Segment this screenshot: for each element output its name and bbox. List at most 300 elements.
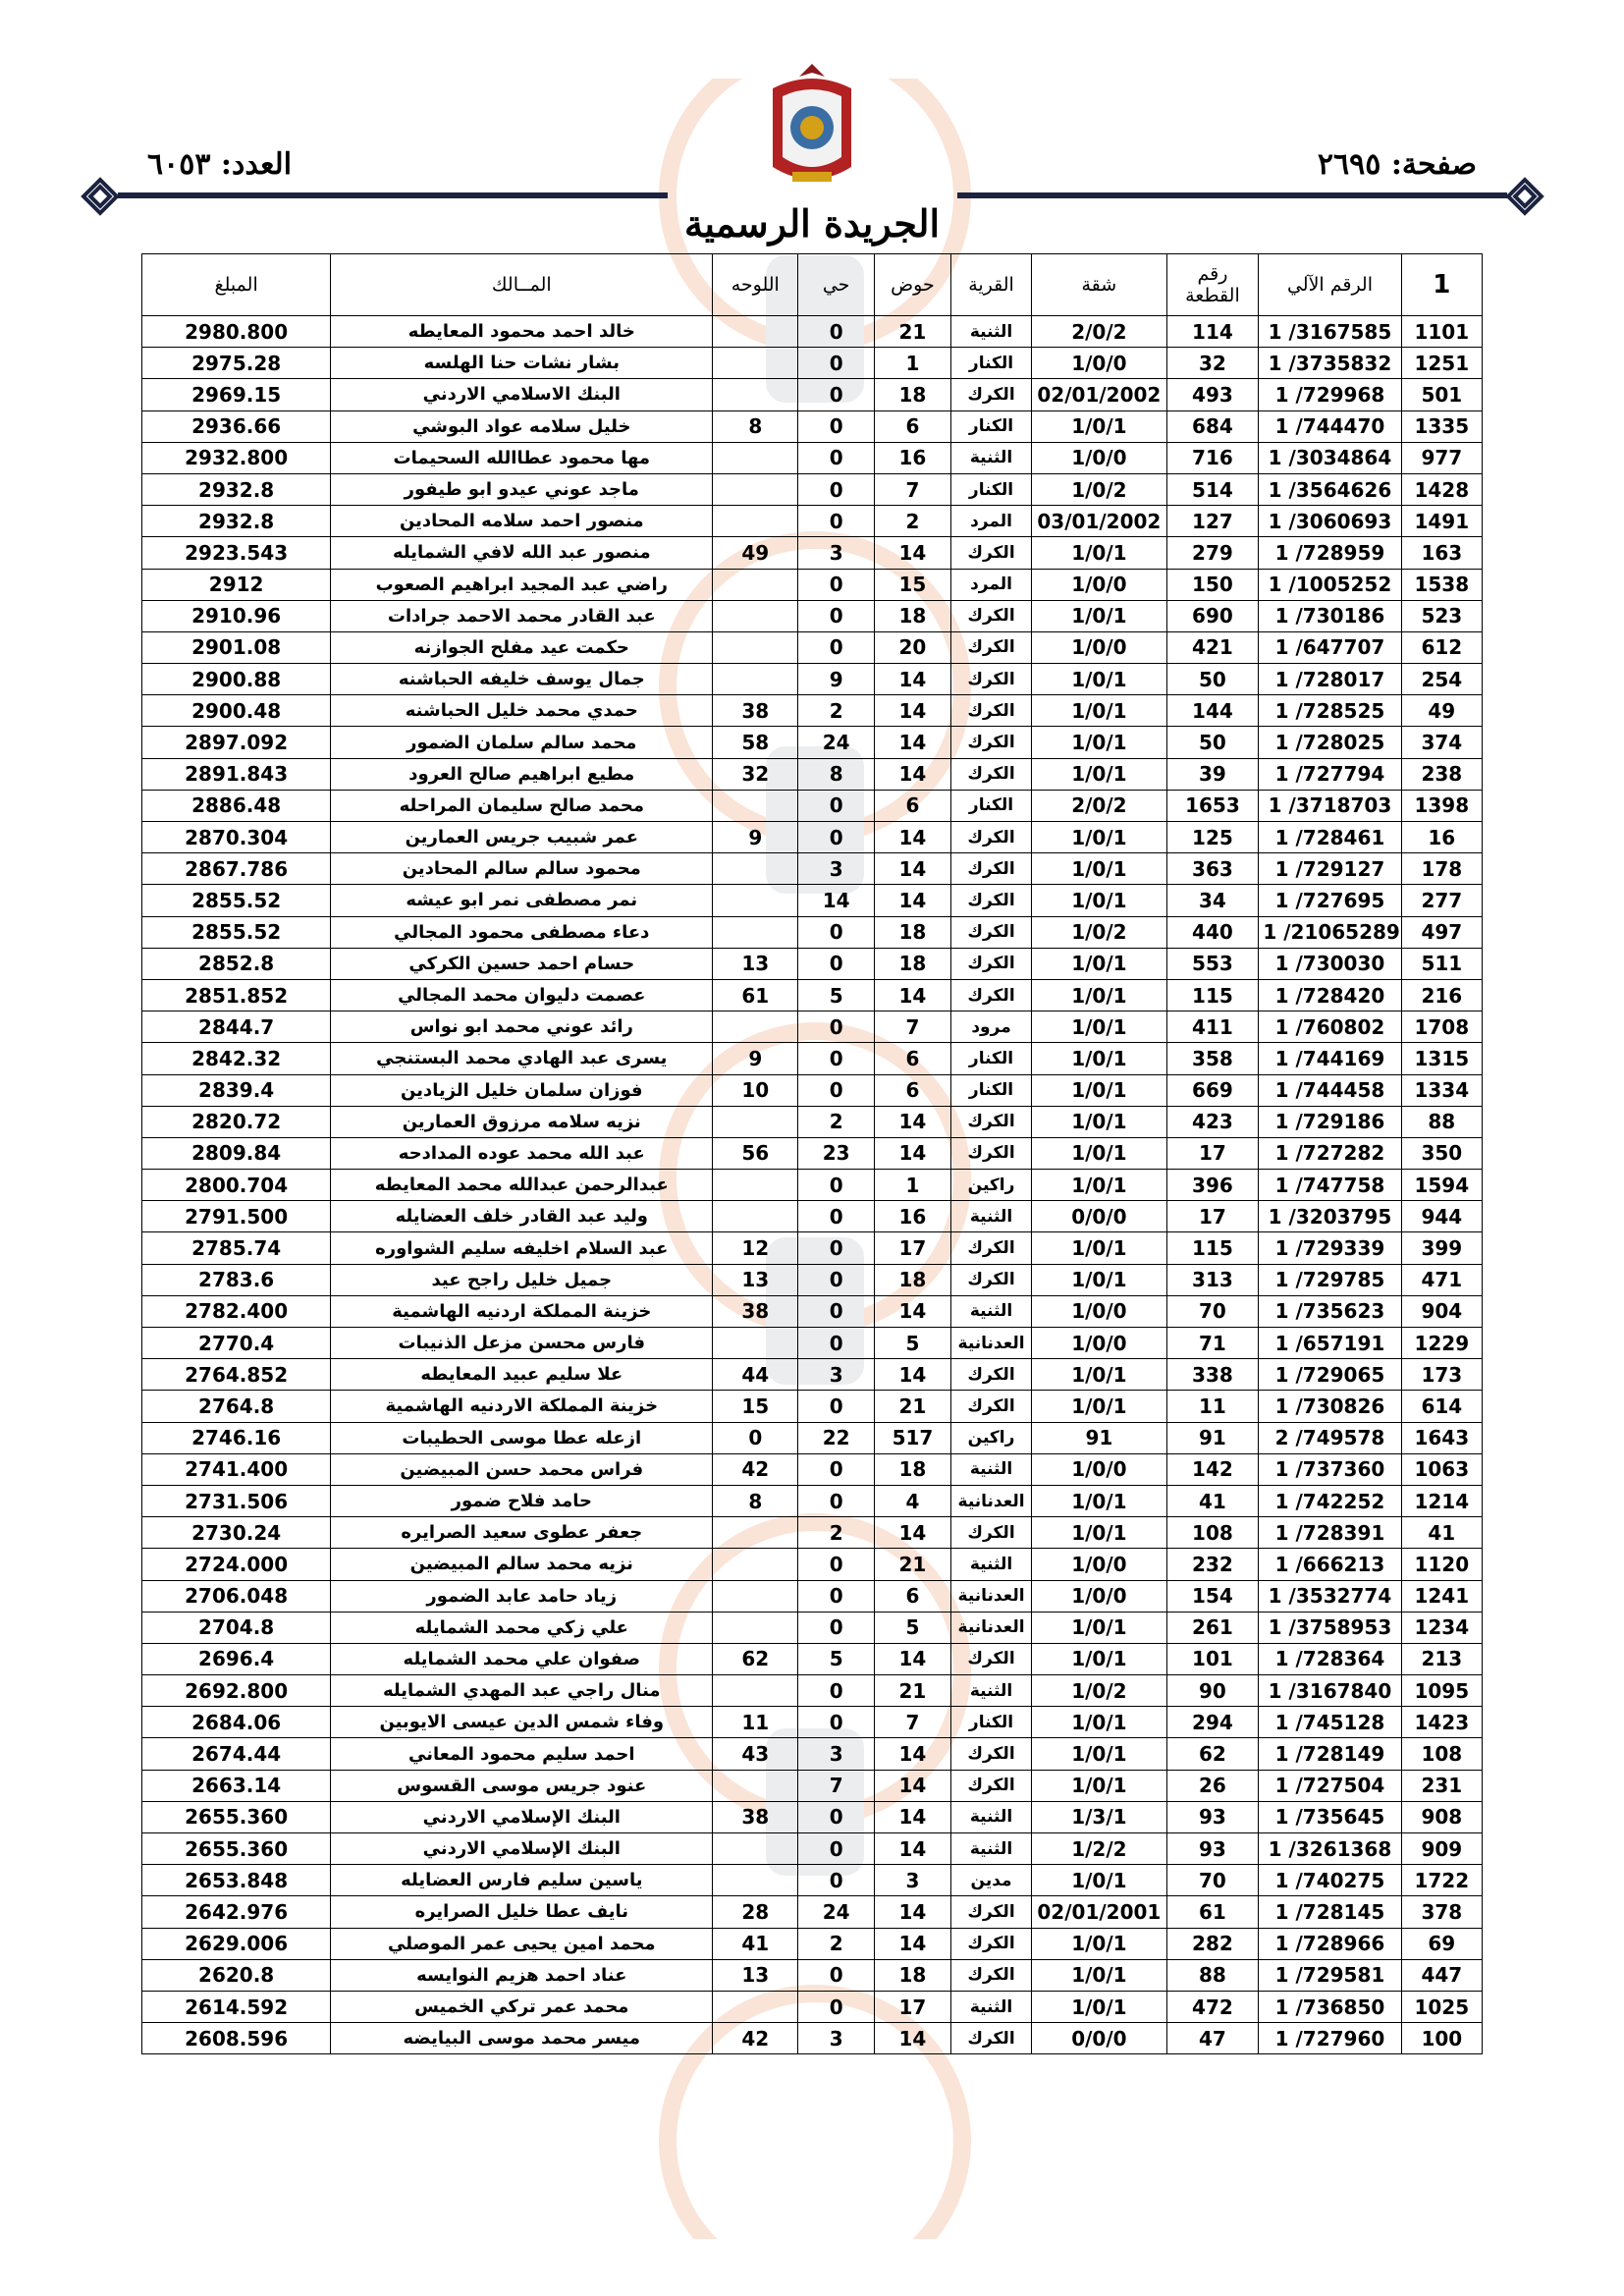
- cell-owner: زياد حامد عابد الضمور: [331, 1580, 713, 1612]
- cell-board: [713, 316, 798, 348]
- cell-district: 0: [798, 473, 875, 505]
- cell-basin: 6: [875, 1580, 951, 1612]
- cell-board: 8: [713, 410, 798, 442]
- table-row: [142, 822, 1483, 853]
- cell-owner: جميل خليل راجح عيد: [331, 1264, 713, 1295]
- table-row: [142, 348, 1483, 379]
- cell-basin: 6: [875, 410, 951, 442]
- cell-village: الكرك: [950, 979, 1031, 1011]
- cell-amount: 2980.800: [142, 316, 331, 348]
- cell-index: 399: [1401, 1232, 1482, 1264]
- cell-district: 0: [798, 1074, 875, 1106]
- cell-plot-number: 34: [1166, 885, 1259, 916]
- cell-board: 11: [713, 1707, 798, 1738]
- table-header-row: [142, 254, 1483, 316]
- cell-index: 904: [1401, 1295, 1482, 1327]
- cell-index: 69: [1401, 1928, 1482, 1959]
- cell-index: 178: [1401, 853, 1482, 885]
- cell-village: العدنانية: [950, 1328, 1031, 1359]
- cell-auto-number: 1 /747758: [1259, 1170, 1401, 1201]
- cell-auto-number: 1 /727282: [1259, 1137, 1401, 1169]
- cell-index: 1025: [1401, 1991, 1482, 2022]
- cell-owner: يسرى عبد الهادي محمد البستنجي: [331, 1043, 713, 1074]
- cell-basin: 18: [875, 1264, 951, 1295]
- cell-village: الثنية: [950, 1201, 1031, 1232]
- cell-basin: 14: [875, 2023, 951, 2054]
- cell-village: الثنية: [950, 1453, 1031, 1485]
- cell-village: الكرك: [950, 1770, 1031, 1801]
- table-row: [142, 695, 1483, 727]
- cell-index: 173: [1401, 1359, 1482, 1391]
- cell-board: 42: [713, 1453, 798, 1485]
- cell-index: 1538: [1401, 569, 1482, 600]
- cell-plot-number: 716: [1166, 442, 1259, 473]
- cell-auto-number: 1 /3034864: [1259, 442, 1401, 473]
- cell-board: 41: [713, 1928, 798, 1959]
- cell-amount: 2696.4: [142, 1643, 331, 1674]
- cell-apartment: 1/0/1: [1032, 1865, 1166, 1896]
- cell-village: الكرك: [950, 600, 1031, 631]
- cell-owner: مطيع ابراهيم صالح العرود: [331, 758, 713, 790]
- cell-owner: علي زكي محمد الشمايله: [331, 1612, 713, 1643]
- cell-owner: البنك الإسلامي الاردني: [331, 1833, 713, 1865]
- cell-index: 100: [1401, 2023, 1482, 2054]
- cell-board: [713, 506, 798, 537]
- cell-plot-number: 144: [1166, 695, 1259, 727]
- cell-amount: 2783.6: [142, 1264, 331, 1295]
- cell-auto-number: 1 /728017: [1259, 664, 1401, 695]
- cell-plot-number: 47: [1166, 2023, 1259, 2054]
- cell-district: 0: [798, 1043, 875, 1074]
- cell-basin: 21: [875, 1549, 951, 1580]
- cell-amount: 2764.8: [142, 1391, 331, 1422]
- cell-plot-number: 115: [1166, 1232, 1259, 1264]
- cell-plot-number: 26: [1166, 1770, 1259, 1801]
- cell-apartment: 1/0/1: [1032, 853, 1166, 885]
- cell-board: 13: [713, 1264, 798, 1295]
- cell-amount: 2655.360: [142, 1801, 331, 1832]
- cell-board: 56: [713, 1137, 798, 1169]
- cell-amount: 2842.32: [142, 1043, 331, 1074]
- cell-village: راكين: [950, 1422, 1031, 1453]
- cell-basin: 14: [875, 537, 951, 569]
- cell-apartment: 1/0/0: [1032, 1328, 1166, 1359]
- cell-owner: محمد امين يحيى عمر الموصلي: [331, 1928, 713, 1959]
- cell-index: 1594: [1401, 1170, 1482, 1201]
- cell-auto-number: 1 /3758953: [1259, 1612, 1401, 1643]
- gazette-title: الجريدة الرسمية: [683, 201, 941, 246]
- cell-district: 0: [798, 1833, 875, 1865]
- cell-village: الكرك: [950, 948, 1031, 979]
- cell-village: الكرك: [950, 1359, 1031, 1391]
- cell-index: 1095: [1401, 1675, 1482, 1707]
- cell-amount: 2910.96: [142, 600, 331, 631]
- cell-board: 61: [713, 979, 798, 1011]
- col-apartment-header: شقة: [1032, 254, 1166, 316]
- cell-village: الكنار: [950, 410, 1031, 442]
- table-row: [142, 664, 1483, 695]
- cell-district: 0: [798, 1707, 875, 1738]
- cell-index: 254: [1401, 664, 1482, 695]
- col-index-header: 1: [1401, 254, 1482, 316]
- cell-plot-number: 411: [1166, 1011, 1259, 1043]
- cell-basin: 21: [875, 316, 951, 348]
- cell-village: الثنية: [950, 442, 1031, 473]
- cell-apartment: 1/0/1: [1032, 1991, 1166, 2022]
- cell-auto-number: 1 /728966: [1259, 1928, 1401, 1959]
- cell-apartment: 1/2/2: [1032, 1833, 1166, 1865]
- land-table: [141, 253, 1483, 2054]
- cell-index: 231: [1401, 1770, 1482, 1801]
- cell-amount: 2936.66: [142, 410, 331, 442]
- cell-plot-number: 261: [1166, 1612, 1259, 1643]
- cell-apartment: 1/0/1: [1032, 664, 1166, 695]
- cell-amount: 2706.048: [142, 1580, 331, 1612]
- cell-village: الثنية: [950, 1991, 1031, 2022]
- cell-plot-number: 70: [1166, 1295, 1259, 1327]
- cell-district: 5: [798, 979, 875, 1011]
- cell-plot-number: 17: [1166, 1201, 1259, 1232]
- cell-village: الكرك: [950, 664, 1031, 695]
- cell-village: الكرك: [950, 1391, 1031, 1422]
- cell-auto-number: 1 /727794: [1259, 758, 1401, 790]
- cell-owner: حامد فلاح ضمور: [331, 1485, 713, 1516]
- cell-basin: 4: [875, 1485, 951, 1516]
- cell-district: 0: [798, 1675, 875, 1707]
- cell-village: الكرك: [950, 853, 1031, 885]
- cell-board: [713, 664, 798, 695]
- cell-board: 9: [713, 822, 798, 853]
- cell-apartment: 1/0/1: [1032, 1707, 1166, 1738]
- cell-amount: 2969.15: [142, 379, 331, 410]
- cell-district: 0: [798, 631, 875, 663]
- cell-district: 0: [798, 1801, 875, 1832]
- table-row: [142, 2023, 1483, 2054]
- cell-owner: فوزان سلمان خليل الزيادين: [331, 1074, 713, 1106]
- cell-index: 1234: [1401, 1612, 1482, 1643]
- cell-board: [713, 853, 798, 885]
- cell-village: الكرك: [950, 537, 1031, 569]
- cell-village: الكنار: [950, 1043, 1031, 1074]
- cell-amount: 2891.843: [142, 758, 331, 790]
- cell-board: 38: [713, 1295, 798, 1327]
- cell-board: [713, 1612, 798, 1643]
- cell-district: 3: [798, 1359, 875, 1391]
- page-number: صفحة: ٢٦٩٥: [1317, 147, 1477, 182]
- table-row: [142, 1833, 1483, 1865]
- cell-amount: 2724.000: [142, 1549, 331, 1580]
- cell-plot-number: 62: [1166, 1738, 1259, 1770]
- cell-basin: 14: [875, 853, 951, 885]
- cell-village: الثنية: [950, 1833, 1031, 1865]
- cell-basin: 14: [875, 758, 951, 790]
- cell-amount: 2629.006: [142, 1928, 331, 1959]
- cell-basin: 6: [875, 1043, 951, 1074]
- cell-basin: 6: [875, 790, 951, 821]
- cell-auto-number: 1 /737360: [1259, 1453, 1401, 1485]
- table-row: [142, 1801, 1483, 1832]
- cell-district: 0: [798, 379, 875, 410]
- cell-district: 0: [798, 1865, 875, 1896]
- cell-owner: خزينة المملكة الاردنيه الهاشمية: [331, 1391, 713, 1422]
- cell-district: 3: [798, 537, 875, 569]
- cell-auto-number: 1 /3203795: [1259, 1201, 1401, 1232]
- cell-amount: 2886.48: [142, 790, 331, 821]
- cell-basin: 14: [875, 1801, 951, 1832]
- cell-index: 614: [1401, 1391, 1482, 1422]
- cell-district: 14: [798, 885, 875, 916]
- cell-plot-number: 690: [1166, 600, 1259, 631]
- cell-auto-number: 1 /730826: [1259, 1391, 1401, 1422]
- cell-board: [713, 473, 798, 505]
- cell-apartment: 1/0/1: [1032, 1074, 1166, 1106]
- table-row: [142, 631, 1483, 663]
- cell-auto-number: 1 /744458: [1259, 1074, 1401, 1106]
- cell-district: 0: [798, 316, 875, 348]
- cell-board: 12: [713, 1232, 798, 1264]
- cell-basin: 20: [875, 631, 951, 663]
- cell-plot-number: 11: [1166, 1391, 1259, 1422]
- cell-village: الثنية: [950, 1549, 1031, 1580]
- cell-auto-number: 1 /3735832: [1259, 348, 1401, 379]
- cell-board: 8: [713, 1485, 798, 1516]
- cell-owner: مها محمود عطاالله السحيمات: [331, 442, 713, 473]
- cell-basin: 14: [875, 1928, 951, 1959]
- cell-plot-number: 154: [1166, 1580, 1259, 1612]
- cell-village: الكرك: [950, 1738, 1031, 1770]
- cell-board: 0: [713, 1422, 798, 1453]
- cell-basin: 1: [875, 348, 951, 379]
- cell-apartment: 1/0/1: [1032, 979, 1166, 1011]
- cell-index: 378: [1401, 1896, 1482, 1928]
- cell-plot-number: 294: [1166, 1707, 1259, 1738]
- cell-owner: نزيه سلامه مرزوق العمارين: [331, 1106, 713, 1137]
- cell-owner: دعاء مصطفى محمود المجالي: [331, 916, 713, 948]
- cell-district: 0: [798, 600, 875, 631]
- cell-district: 0: [798, 1201, 875, 1232]
- cell-basin: 14: [875, 1359, 951, 1391]
- cell-owner: حمدي محمد خليل الحباشنه: [331, 695, 713, 727]
- cell-village: الكرك: [950, 1959, 1031, 1991]
- cell-village: الكنار: [950, 1074, 1031, 1106]
- table-row: [142, 1201, 1483, 1232]
- cell-basin: 3: [875, 1865, 951, 1896]
- cell-amount: 2730.24: [142, 1517, 331, 1549]
- cell-basin: 7: [875, 1707, 951, 1738]
- table-row: [142, 1643, 1483, 1674]
- table-row: [142, 758, 1483, 790]
- cell-index: 1643: [1401, 1422, 1482, 1453]
- cell-owner: البنك الاسلامي الاردني: [331, 379, 713, 410]
- cell-plot-number: 39: [1166, 758, 1259, 790]
- cell-district: 3: [798, 853, 875, 885]
- cell-board: [713, 1580, 798, 1612]
- table-row: [142, 1328, 1483, 1359]
- cell-plot-number: 125: [1166, 822, 1259, 853]
- cell-board: [713, 1106, 798, 1137]
- cell-index: 511: [1401, 948, 1482, 979]
- cell-apartment: 1/0/1: [1032, 948, 1166, 979]
- cell-auto-number: 1 /3167585: [1259, 316, 1401, 348]
- cell-plot-number: 232: [1166, 1549, 1259, 1580]
- cell-owner: ازعله عطا موسى الحطيبات: [331, 1422, 713, 1453]
- cell-district: 0: [798, 506, 875, 537]
- cell-index: 908: [1401, 1801, 1482, 1832]
- cell-owner: جعفر عطوى سعيد الصرايره: [331, 1517, 713, 1549]
- table-row: [142, 1675, 1483, 1707]
- cell-village: الثنية: [950, 1295, 1031, 1327]
- header-rule-left: [118, 192, 668, 198]
- cell-amount: 2782.400: [142, 1295, 331, 1327]
- cell-district: 0: [798, 1232, 875, 1264]
- cell-auto-number: 1 /735623: [1259, 1295, 1401, 1327]
- cell-board: [713, 916, 798, 948]
- cell-apartment: 1/0/1: [1032, 1043, 1166, 1074]
- cell-plot-number: 90: [1166, 1675, 1259, 1707]
- table-row: [142, 569, 1483, 600]
- cell-amount: 2608.596: [142, 2023, 331, 2054]
- cell-index: 471: [1401, 1264, 1482, 1295]
- cell-apartment: 1/0/1: [1032, 1517, 1166, 1549]
- cell-village: الكرك: [950, 695, 1031, 727]
- cell-apartment: 91: [1032, 1422, 1166, 1453]
- cell-apartment: 1/0/1: [1032, 410, 1166, 442]
- cell-village: الكرك: [950, 631, 1031, 663]
- col-district-header: حي: [798, 254, 875, 316]
- cell-amount: 2867.786: [142, 853, 331, 885]
- cell-plot-number: 514: [1166, 473, 1259, 505]
- cell-district: 3: [798, 1738, 875, 1770]
- cell-plot-number: 279: [1166, 537, 1259, 569]
- cell-village: الثنية: [950, 316, 1031, 348]
- cell-apartment: 02/01/2001: [1032, 1896, 1166, 1928]
- cell-district: 0: [798, 1485, 875, 1516]
- cell-apartment: 1/0/2: [1032, 916, 1166, 948]
- table-row: [142, 1170, 1483, 1201]
- cell-index: 88: [1401, 1106, 1482, 1137]
- cell-owner: علا سليم عبيد المعايطه: [331, 1359, 713, 1391]
- cell-basin: 14: [875, 1643, 951, 1674]
- cell-amount: 2614.592: [142, 1991, 331, 2022]
- cell-index: 1428: [1401, 473, 1482, 505]
- cell-board: [713, 1328, 798, 1359]
- cell-owner: وليد عبد القادر خلف العضايله: [331, 1201, 713, 1232]
- cell-auto-number: 1 /728525: [1259, 695, 1401, 727]
- cell-district: 0: [798, 948, 875, 979]
- cell-apartment: 1/0/1: [1032, 600, 1166, 631]
- cell-apartment: 2/0/2: [1032, 790, 1166, 821]
- cell-index: 977: [1401, 442, 1482, 473]
- cell-plot-number: 338: [1166, 1359, 1259, 1391]
- cell-district: 0: [798, 569, 875, 600]
- cell-plot-number: 50: [1166, 664, 1259, 695]
- cell-basin: 14: [875, 979, 951, 1011]
- cell-auto-number: 1 /727504: [1259, 1770, 1401, 1801]
- table-row: [142, 1137, 1483, 1169]
- cell-auto-number: 1 /727695: [1259, 885, 1401, 916]
- cell-board: [713, 1201, 798, 1232]
- cell-board: [713, 1170, 798, 1201]
- cell-owner: ماجد عوني عيدو ابو طيفور: [331, 473, 713, 505]
- cell-apartment: 03/01/2002: [1032, 506, 1166, 537]
- cell-index: 1335: [1401, 410, 1482, 442]
- cell-plot-number: 684: [1166, 410, 1259, 442]
- cell-village: الكرك: [950, 379, 1031, 410]
- cell-district: 0: [798, 1170, 875, 1201]
- table-row: [142, 727, 1483, 758]
- cell-amount: 2692.800: [142, 1675, 331, 1707]
- cell-index: 1722: [1401, 1865, 1482, 1896]
- cell-board: 32: [713, 758, 798, 790]
- cell-apartment: 1/0/1: [1032, 1170, 1166, 1201]
- cell-apartment: 1/3/1: [1032, 1801, 1166, 1832]
- cell-district: 24: [798, 1896, 875, 1928]
- cell-board: 15: [713, 1391, 798, 1422]
- table-row: [142, 506, 1483, 537]
- cell-amount: 2674.44: [142, 1738, 331, 1770]
- table-row: [142, 1295, 1483, 1327]
- cell-amount: 2932.8: [142, 506, 331, 537]
- cell-amount: 2809.84: [142, 1137, 331, 1169]
- cell-apartment: 1/0/0: [1032, 348, 1166, 379]
- table-body: [142, 316, 1483, 2054]
- table-row: [142, 1106, 1483, 1137]
- table-row: [142, 916, 1483, 948]
- cell-index: 350: [1401, 1137, 1482, 1169]
- cell-plot-number: 101: [1166, 1643, 1259, 1674]
- cell-owner: منصور احمد سلامه المحادين: [331, 506, 713, 537]
- cell-plot-number: 423: [1166, 1106, 1259, 1137]
- cell-index: 612: [1401, 631, 1482, 663]
- cell-auto-number: 1 /729339: [1259, 1232, 1401, 1264]
- cell-owner: منصور عبد الله لافي الشمايله: [331, 537, 713, 569]
- cell-apartment: 1/0/1: [1032, 1959, 1166, 1991]
- cell-basin: 7: [875, 1011, 951, 1043]
- cell-amount: 2800.704: [142, 1170, 331, 1201]
- cell-index: 1398: [1401, 790, 1482, 821]
- table-row: [142, 1043, 1483, 1074]
- cell-apartment: 1/0/0: [1032, 1295, 1166, 1327]
- table-row: [142, 410, 1483, 442]
- cell-amount: 2844.7: [142, 1011, 331, 1043]
- cell-amount: 2820.72: [142, 1106, 331, 1137]
- cell-basin: 6: [875, 1074, 951, 1106]
- cell-district: 5: [798, 1643, 875, 1674]
- cell-plot-number: 440: [1166, 916, 1259, 948]
- cell-village: الكرك: [950, 1896, 1031, 1928]
- cell-amount: 2975.28: [142, 348, 331, 379]
- cell-basin: 14: [875, 727, 951, 758]
- cell-village: العدنانية: [950, 1612, 1031, 1643]
- col-amount-header: المبلغ: [142, 254, 331, 316]
- cell-index: 1708: [1401, 1011, 1482, 1043]
- cell-apartment: 1/0/1: [1032, 1928, 1166, 1959]
- cell-auto-number: 1 /728025: [1259, 727, 1401, 758]
- cell-plot-number: 358: [1166, 1043, 1259, 1074]
- cell-basin: 7: [875, 473, 951, 505]
- cell-district: 0: [798, 1453, 875, 1485]
- cell-village: الثنية: [950, 1675, 1031, 1707]
- cell-auto-number: 1 /745128: [1259, 1707, 1401, 1738]
- cell-district: 0: [798, 1295, 875, 1327]
- cell-index: 1491: [1401, 506, 1482, 537]
- page-header: [0, 0, 1624, 250]
- cell-auto-number: 1 /728145: [1259, 1896, 1401, 1928]
- cell-plot-number: 553: [1166, 948, 1259, 979]
- table-row: [142, 1896, 1483, 1928]
- cell-board: [713, 1549, 798, 1580]
- cell-index: 497: [1401, 916, 1482, 948]
